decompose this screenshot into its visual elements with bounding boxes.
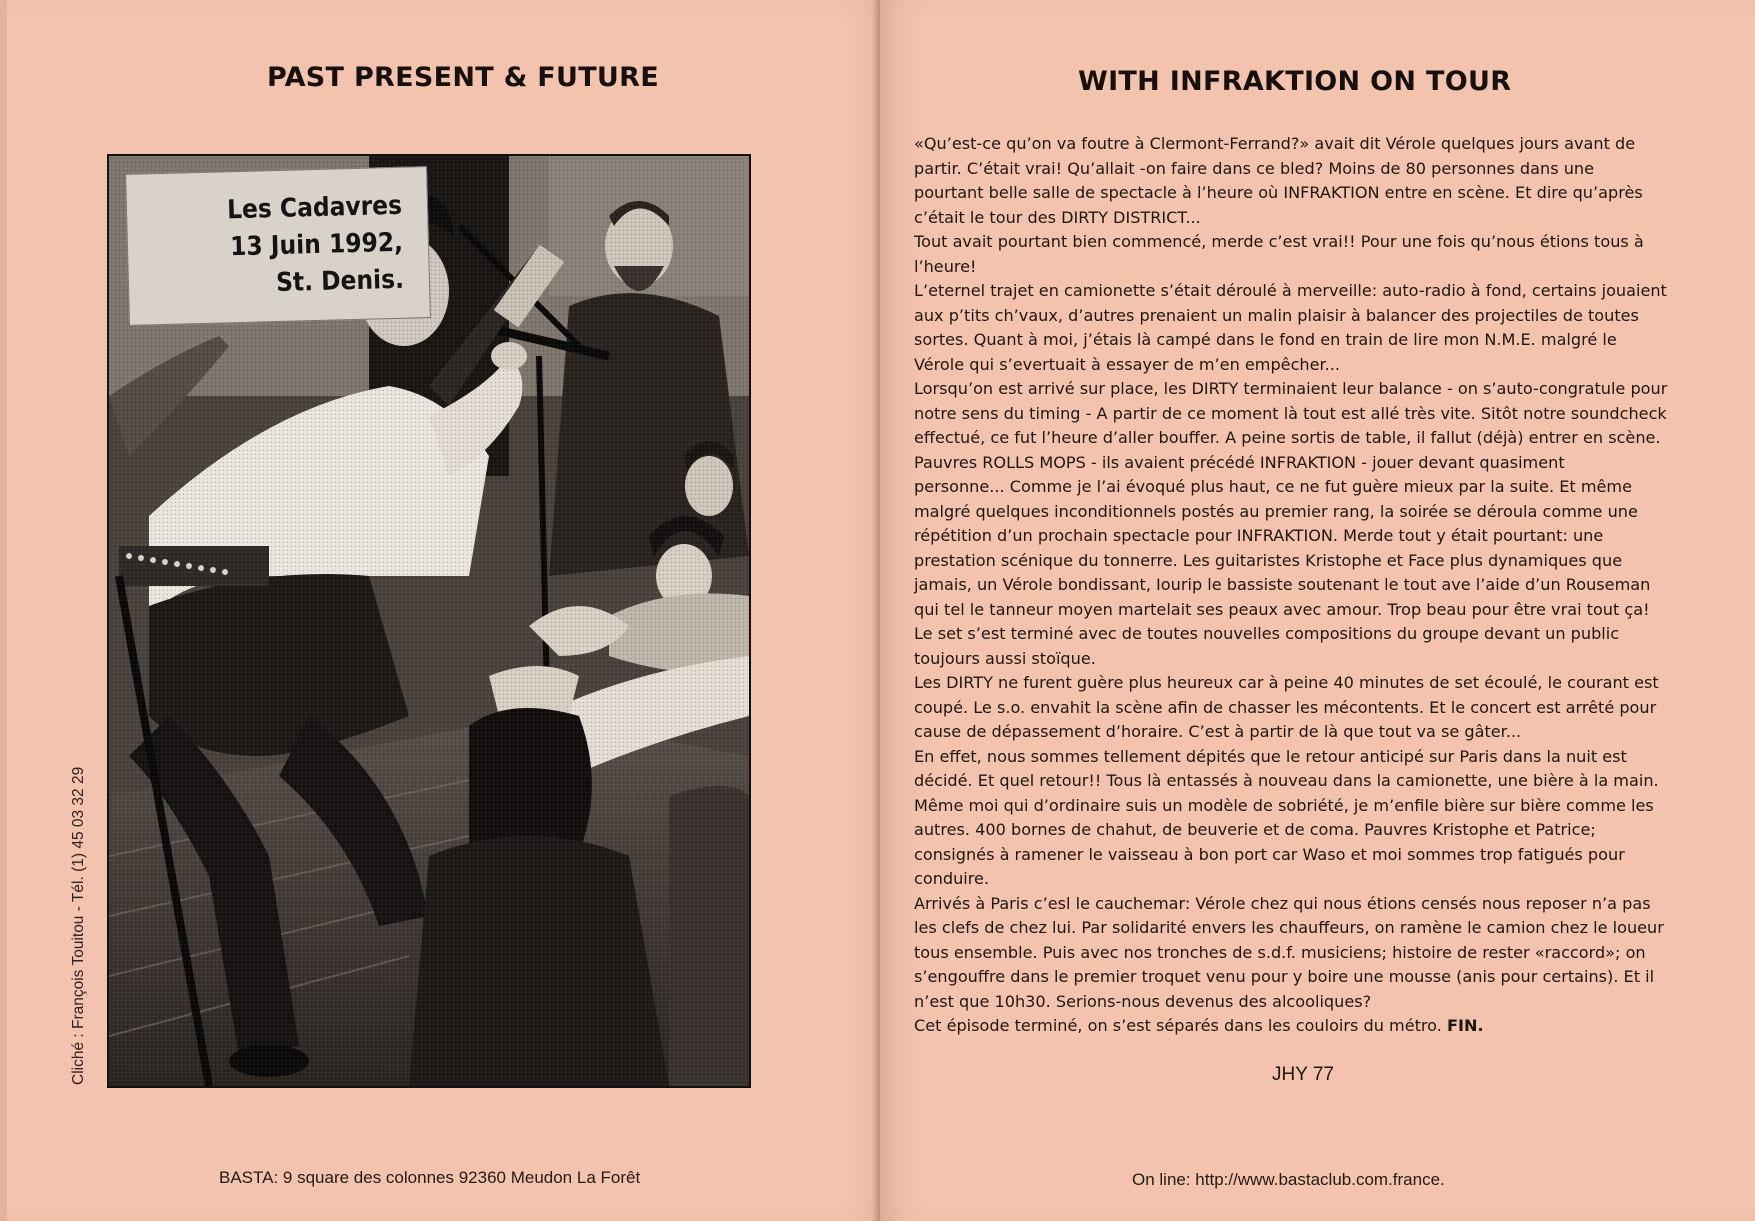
concert-photo bbox=[107, 154, 751, 1088]
article-line: Vérole qui s’evertuait à essayer de m’en empêcher... bbox=[914, 354, 1341, 374]
left-page-heading: PAST PRESENT & FUTURE bbox=[267, 62, 659, 93]
article-line: coupé. Le s.o. envahit la scène afin de chasser les mécontents. Et le concert est arrêté pour bbox=[914, 697, 1657, 717]
article-line: s’engouffre dans le premier troquet venu pour y boire une mousse (anis pour certains). Et il bbox=[914, 967, 1655, 986]
photo-caption-line: Les Cadavres bbox=[226, 190, 403, 226]
article-body bbox=[914, 132, 1714, 1039]
article-end-mark: FIN. bbox=[1447, 1016, 1484, 1035]
right-page-footer: On line: http://www.bastaclub.com.france. bbox=[1132, 1170, 1445, 1189]
photo-caption bbox=[162, 188, 405, 305]
article-line: c’était le tour des DIRTY DISTRICT... bbox=[914, 207, 1201, 227]
article-line: consignés à ramener le vaisseau à bon port car Waso et moi sommes trop fatigués pour bbox=[914, 844, 1625, 864]
article-line: «Qu’est-ce qu’on va foutre à Clermont-Ferrand?» avait dit Vérole quelques jours avant de bbox=[914, 134, 1636, 153]
photo-caption-banner bbox=[125, 166, 431, 326]
article-signature: JHY 77 bbox=[1272, 1064, 1334, 1085]
article-line: conduire. bbox=[914, 869, 990, 888]
article-line: Même moi qui d’ordinaire suis un modèle de sobriété, je m’enfile bière sur bière comme les bbox=[914, 795, 1654, 815]
article-last-line bbox=[914, 1014, 1714, 1039]
article-line: l’heure! bbox=[914, 256, 977, 276]
photo-credit: Cliché : François Touitou - Tél. (1) 45 03 32 29 bbox=[70, 766, 87, 1085]
photo-caption-line: St. Denis. bbox=[275, 264, 405, 299]
article-line: n’est que 10h30. Serions-nous devenus des alcooliques? bbox=[914, 991, 1372, 1011]
article-line: partir. C’était vrai! Qu’allait -on faire dans ce bled? Moins de 80 personnes dans une bbox=[914, 158, 1594, 178]
right-page bbox=[880, 0, 1755, 1221]
article-line: cause de dépassement d’horaire. C’est à partir de là que tout va se gâter... bbox=[914, 722, 1522, 741]
right-page-heading: WITH INFRAKTION ON TOUR bbox=[1078, 66, 1512, 97]
article-line: Tout avait pourtant bien commencé, merde c’est vrai!! Pour une fois qu’nous étions tous à bbox=[914, 232, 1644, 251]
article-line: prestation scénique du tonnerre. Les guitaristes Kristophe et Face plus dynamiques que bbox=[914, 550, 1623, 570]
article-line: L’eternel trajet en camionette s’était déroulé à merveille: auto-radio à fond, certains jouaient bbox=[914, 281, 1667, 300]
article-line: tous ensemble. Puis avec nos tronches de s.d.f. musiciens; histoire de rester «raccord»; on bbox=[914, 942, 1646, 962]
article-line: toujours aussi stoïque. bbox=[914, 648, 1096, 668]
article-line: effectué, ce fut l’heure d’aller bouffer. A peine sortis de table, il fallut (déjà) entrer en scène. bbox=[914, 428, 1661, 447]
article-line: Les DIRTY ne furent guère plus heureux car à peine 40 minutes de set écoulé, le courant est bbox=[914, 673, 1659, 692]
article-line: En effet, nous sommes tellement dépités que le retour anticipé sur Paris dans la nuit est bbox=[914, 746, 1627, 766]
article-line: répétition d’un prochain spectacle pour INFRAKTION. Merde tout y était pourtant: une bbox=[914, 526, 1604, 545]
article-line: Le set s’est terminé avec de toutes nouvelles compositions du groupe devant un public bbox=[914, 624, 1620, 643]
article-line: personne... Comme je l’ai évoqué plus haut, ce ne fut guère mieux par la suite. Et même bbox=[914, 477, 1632, 496]
photo-caption-line: 13 Juin 1992, bbox=[229, 227, 404, 263]
article-line: jamais, un Vérole bondissant, Iourip le bassiste soutenant le tout ave l’aide d’un Rouseman bbox=[914, 575, 1651, 594]
article-line: autres. 400 bornes de chahut, de beuverie et de coma. Pauvres Kristophe et Patrice; bbox=[914, 820, 1596, 839]
article-line: Arrivés à Paris c’esl le cauchemar: Vérole chez qui nous étions censés nous reposer n’a pas bbox=[914, 893, 1651, 913]
article-line: Lorsqu’on est arrivé sur place, les DIRTY terminaient leur balance - on s’auto-congratule pour bbox=[914, 379, 1668, 398]
article-line: les clefs de chez lui. Par solidarité envers les chauffeurs, on ramène le camion chez le loueur bbox=[914, 918, 1664, 937]
article-line: notre sens du timing - A partir de ce moment là tout est allé très vite. Sitôt notre soundcheck bbox=[914, 403, 1667, 423]
article-line: sortes. Quant à moi, j’étais là campé dans le fond en train de lire mon N.M.E. malgré le bbox=[914, 330, 1617, 349]
article-line: malgré quelques inconditionnels postés au premier rang, la soirée se déroula comme une bbox=[914, 501, 1638, 521]
article-line: décidé. Et quel retour!! Tous là entassés à nouveau dans la camionette, une bière à la main. bbox=[914, 771, 1659, 790]
left-page-footer: BASTA: 9 square des colonnes 92360 Meudon La Forêt bbox=[219, 1168, 641, 1187]
article-line: pourtant belle salle de spectacle à l’heure où INFRAKTION entre en scène. Et dire qu’après bbox=[914, 183, 1643, 202]
article-line: aux p’tits ch’vaux, d’autres prenaient un malin plaisir à balancer des projectiles de toutes bbox=[914, 305, 1639, 325]
article-last-line-text: Cet épisode terminé, on s’est séparés dans les couloirs du métro. bbox=[914, 1016, 1442, 1035]
article-line: Pauvres ROLLS MOPS - ils avaient précédé INFRAKTION - jouer devant quasiment bbox=[914, 452, 1565, 472]
article-line: qui tel le tanneur moyen martelait ses peaux avec amour. Trop beau pour être vrai tout ça! bbox=[914, 599, 1650, 619]
